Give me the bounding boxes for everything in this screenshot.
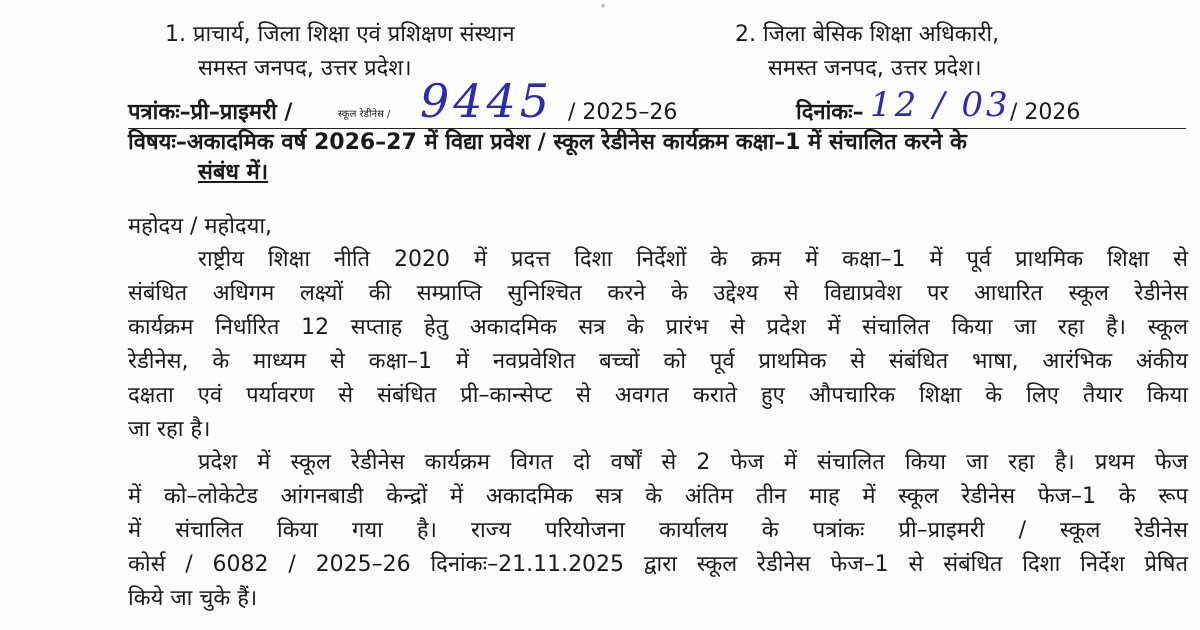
paragraph-2-line: में को–लोकेटेड आंगनबाडी केन्द्रों में अकादमिक सत्र के अंतिम तीन माह में स्कूल रेडीनेस फेज–1 के रूप <box>128 484 1188 509</box>
handwritten-date: 12 / 03 <box>870 85 1011 125</box>
paragraph-2-line: कोर्स / 6082 / 2025–26 दिनांकः–21.11.2025 द्वारा स्कूल रेडीनेस फेज–1 से संबंधित दिशा निर्देश प्रेषित <box>128 552 1188 577</box>
addressee-2-line2: समस्त जनपद, उत्तर प्रदेश। <box>768 56 982 81</box>
date-label: दिनांकः– <box>796 100 864 125</box>
date-year: / 2026 <box>1010 100 1081 125</box>
subject-block <box>128 128 1188 188</box>
paragraph-1-line: संबंधित अधिगम लक्ष्यों की सम्प्राप्ति सुनिश्चित करने के उद्देश्य से विद्याप्रवेश पर आधारित स्कूल रेडीनेस <box>128 281 1188 306</box>
subject-line-2: संबंध में। <box>198 160 269 185</box>
subject-line-1: विषयः–अकादमिक वर्ष 2026–27 में विद्या प्रवेश / स्कूल रेडीनेस कार्यक्रम कक्षा–1 में संचालित करने के <box>128 130 967 155</box>
paragraph-2-line: में संचालित किया गया है। राज्य परियोजना कार्यालय के पत्रांकः प्री–प्राइमरी / स्कूल रेडीनेस <box>128 518 1188 543</box>
paragraph-2-line: प्रदेश में स्कूल रेडीनेस कार्यक्रम विगत दो वर्षों से 2 फेज में संचालित किया जा रहा है। प्रथम फेज <box>198 450 1188 475</box>
reference-prefix: पत्रांकः–प्री–प्राइमरी / <box>128 100 293 125</box>
reference-small-text: स्कूल रेडीनेस / <box>338 109 391 120</box>
paragraph-1-line: जा रहा है। <box>128 417 211 442</box>
paragraph-1-line: रेडीनेस, के माध्यम से कक्षा–1 में नवप्रवेशित बच्चों को पूर्व प्राथमिक से संबंधित भाषा, आरंभिक अंकीय <box>128 349 1188 374</box>
salutation: महोदय / महोदया, <box>128 214 273 239</box>
scan-mark: ˚ <box>600 4 606 18</box>
paragraph-1 <box>128 243 1188 447</box>
paragraph-1-line: कार्यक्रम निर्धारित 12 सप्ताह हेतु अकादमिक सत्र के प्रारंभ से प्रदेश में संचालित किया जा रहा है। स्कूल <box>128 315 1188 340</box>
paragraph-2 <box>128 446 1188 616</box>
paragraph-1-line: दक्षता एवं पर्यावरण से संबंधित प्री–कान्सेप्ट से अवगत कराते हुए औपचारिक शिक्षा के लिए तैयार किया <box>128 383 1188 408</box>
paragraph-1-line: राष्ट्रीय शिक्षा नीति 2020 में प्रदत्त दिशा निर्देशों के क्रम में कक्षा–1 में पूर्व प्राथमिक शिक्षा से <box>198 247 1188 272</box>
addressee-1-line1: 1. प्राचार्य, जिला शिक्षा एवं प्रशिक्षण संस्थान <box>165 22 515 47</box>
addressee-2-line1: 2. जिला बेसिक शिक्षा अधिकारी, <box>735 22 1000 47</box>
paragraph-2-line: किये जा चुके हैं। <box>128 586 258 611</box>
handwritten-letter-number: 9445 <box>420 74 554 128</box>
reference-year: / 2025–26 <box>568 100 678 125</box>
addressee-1-line2: समस्त जनपद, उत्तर प्रदेश। <box>198 56 412 81</box>
reference-row <box>128 74 1188 130</box>
